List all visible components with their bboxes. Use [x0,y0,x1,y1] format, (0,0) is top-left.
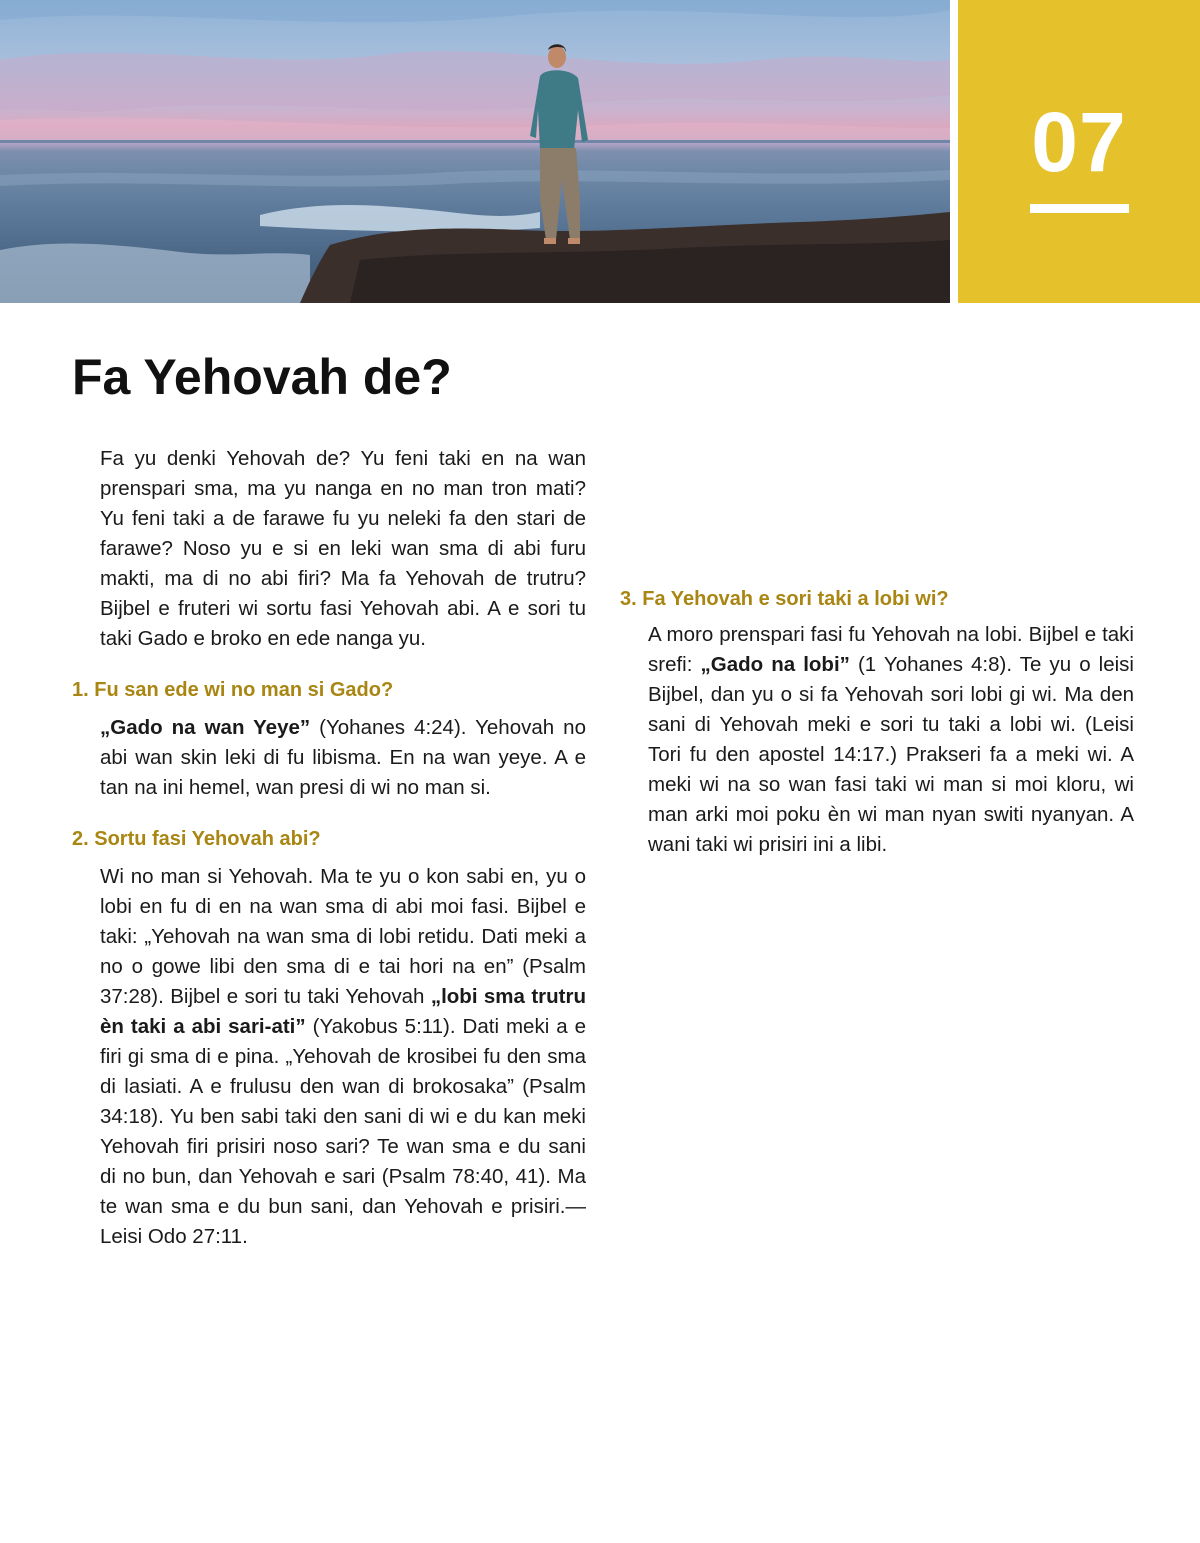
bold-scripture-quote: „lobi sma trutru èn taki a abi sari-ati” [100,985,586,1038]
question-heading-3: 3. Fa Yehovah e sori taki a lobi wi? [620,588,949,610]
answer-text-before: A moro prenspari fasi fu Yehovah na lobi. Bijbel e taki srefi: [648,623,1134,676]
seascape-illustration [0,0,950,303]
question-heading-2: 2. Sortu fasi Yehovah abi? [72,828,321,850]
question-heading-1: 1. Fu san ede wi no man si Gado? [72,679,394,701]
chapter-number-box [958,0,1200,303]
bold-scripture-quote: „Gado na lobi” [700,653,850,676]
answer-text-after: (Yakobus 5:11). Dati meki a e firi gi sma di e pina. „Yehovah de krosibei fu den sma di lasiati. A e frulusu den wan di brokosaka” (Psalm 34:18). Yu ben sabi taki den sani di wi e du kan meki Yehovah firi prisiri noso sari? Te wan sma e du sani di no bun, dan Yehovah e sari (Psalm 78:40, 41). Ma te wan sma e du bun sani, dan Yehovah e prisiri.—Leisi Odo 27:11. [100,1015,586,1248]
bold-scripture-quote: „Gado na wan Yeye” [100,716,311,739]
header-photo [0,0,950,303]
answer-paragraph-1 [100,713,586,803]
intro-paragraph: Fa yu denki Yehovah de? Yu feni taki en na wan prenspari sma, ma yu nanga en no man tron mati? Yu feni taki a de farawe fu yu neleki fa den stari de farawe? Noso yu e si en leki wan sma di abi furu makti, ma di no abi firi? Ma fa Yehovah de trutru? Bijbel e fruteri wi sortu fasi Yehovah abi. A e sori tu taki Gado e broko en ede nanga yu. [100,447,586,650]
answer-paragraph-2 [100,862,586,1252]
left-column [72,444,586,1252]
chapter-underline [1030,204,1129,213]
page-title: Fa Yehovah de? [72,349,452,405]
answer-text-after: (1 Yohanes 4:8). Te yu o leisi Bijbel, dan yu o si fa Yehovah sori lobi gi wi. Ma den sani di Yehovah meki e sori tu taki a lobi wi. (Leisi Tori fu den apostel 14:17.) Prakseri fa a meki wi. A meki wi na so wan fasi taki wi man si moi kloru, wi man arki moi poku èn wi man nyan switi nyanyan. A wani taki wi prisiri ini a libi. [648,653,1134,856]
answer-text: (Yohanes 4:24). Yehovah no abi wan skin leki di fu libisma. En na wan yeye. A e tan na ini hemel, wan presi di wi no man si. [100,716,586,799]
answer-paragraph-3 [648,620,1134,860]
answer-text-before: Wi no man si Yehovah. Ma te yu o kon sabi en, yu o lobi en fu di en na wan sma di abi moi fasi. Bijbel e taki: „Yehovah na wan sma di lobi retidu. Dati meki a no o gowe libi den sma di e tai hori na en” (Psalm 37:28). Bijbel e sori tu taki Yehovah [100,865,586,1008]
chapter-number: 07 [1031,95,1127,189]
